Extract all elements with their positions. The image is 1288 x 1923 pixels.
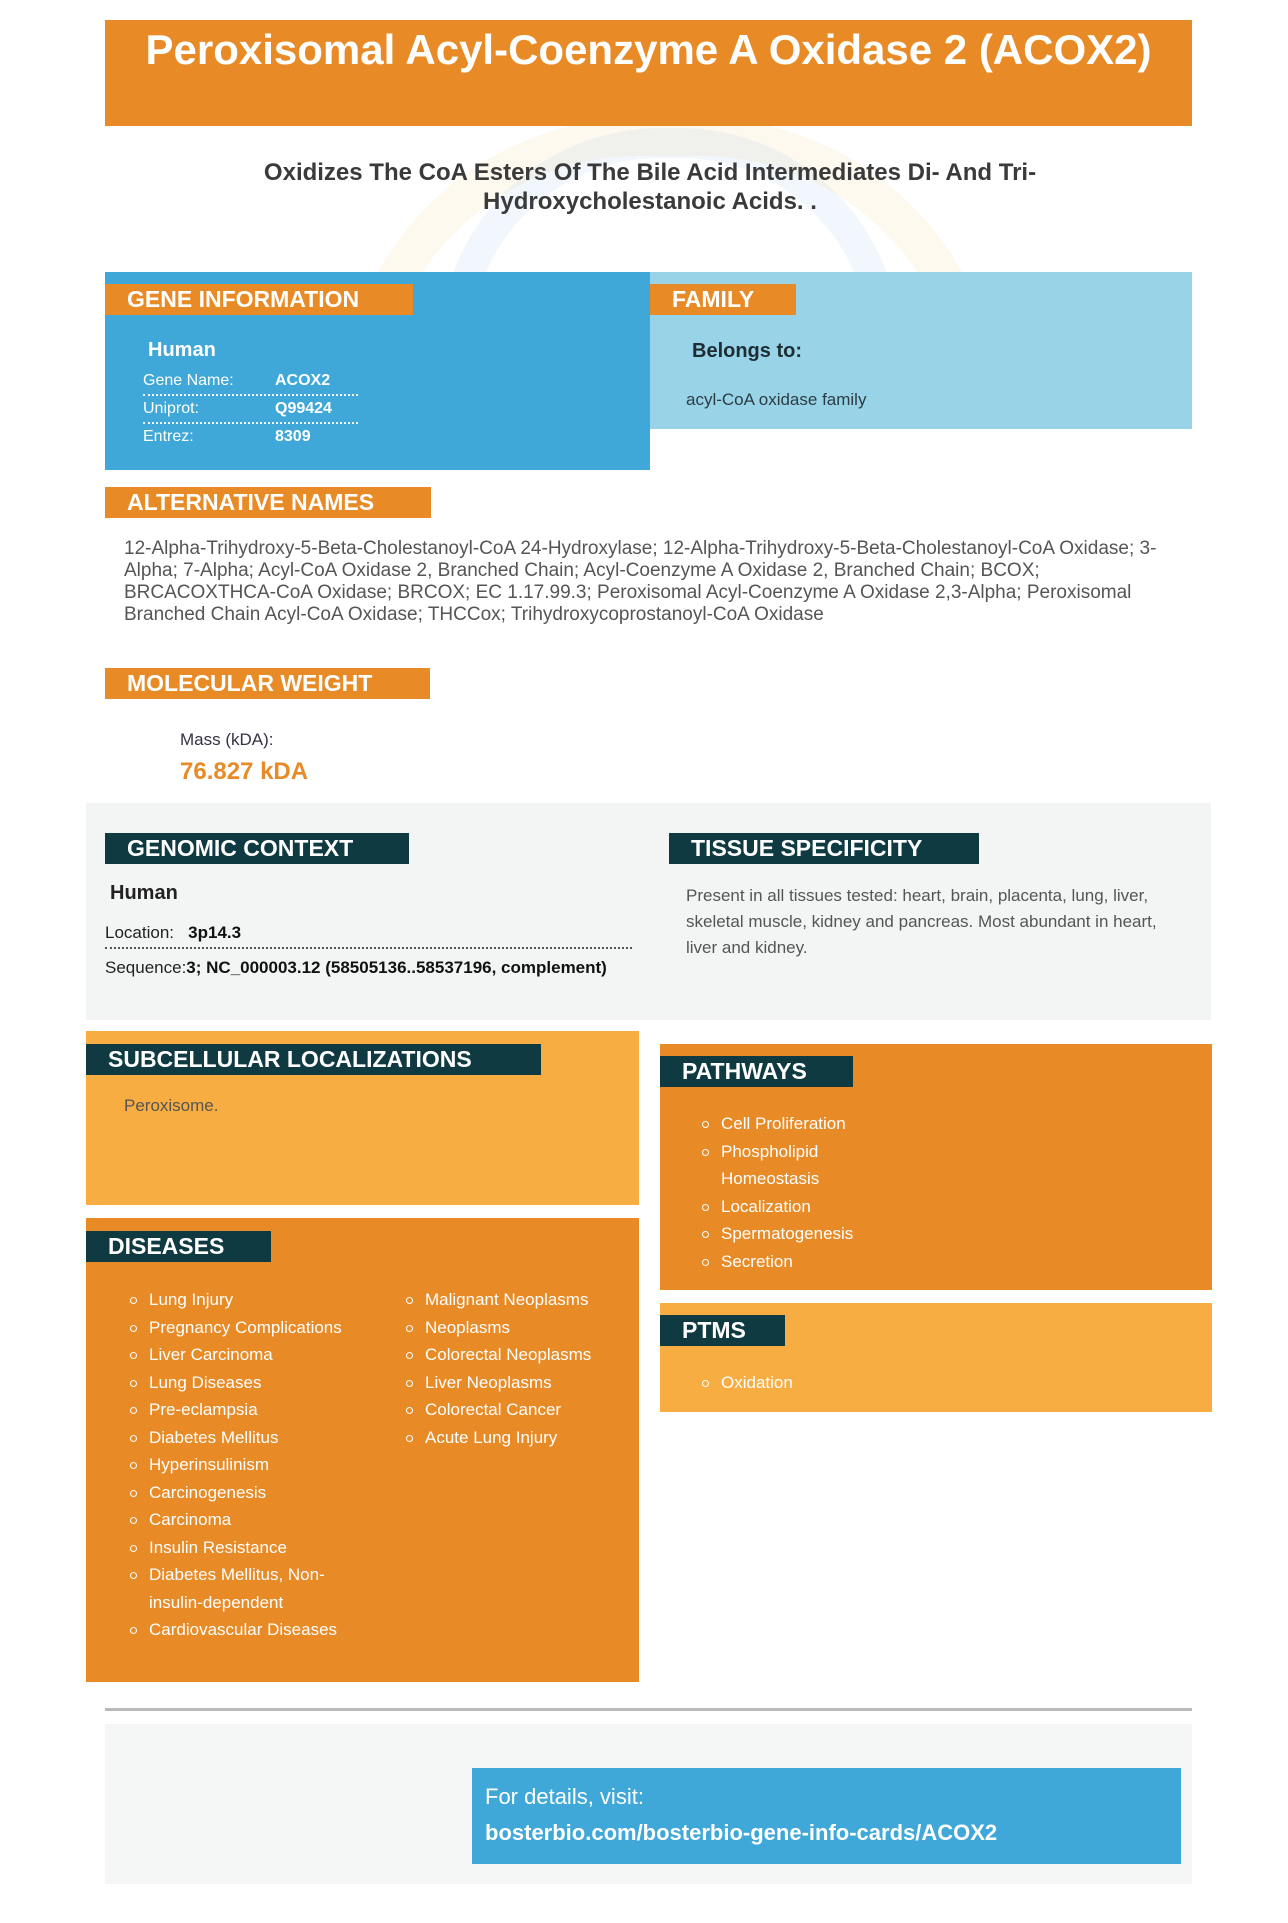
mass-label: Mass (kDA): (180, 730, 274, 749)
list-item: Pregnancy Complications (129, 1314, 349, 1342)
gene-name-row (143, 368, 358, 396)
page-title: Peroxisomal Acyl-Coenzyme A Oxidase 2 (ACOX2) (105, 20, 1192, 126)
list-item: Carcinogenesis (129, 1479, 349, 1507)
diseases-list-col2 (405, 1286, 630, 1451)
subcellular-heading: SUBCELLULAR LOCALIZATIONS (86, 1044, 541, 1075)
list-item: Malignant Neoplasms (405, 1286, 630, 1314)
mass-value: 76.827 kDA (180, 758, 309, 785)
list-item: Liver Carcinoma (129, 1341, 349, 1369)
pathways-list (701, 1110, 871, 1275)
list-item: Pre-eclampsia (129, 1396, 349, 1424)
uniprot-value: Q99424 (275, 400, 332, 417)
sequence-label: Sequence: (105, 958, 187, 977)
list-item: Insulin Resistance (129, 1534, 349, 1562)
list-item: Cardiovascular Diseases (129, 1616, 349, 1644)
family-belongs-label: Belongs to: (692, 340, 802, 362)
list-item: Phospholipid Homeostasis (701, 1138, 871, 1193)
location-label: Location: (105, 923, 174, 942)
list-item: Lung Diseases (129, 1369, 349, 1397)
ptms-list (701, 1369, 901, 1397)
genomic-context-species: Human (110, 882, 178, 904)
list-item: Colorectal Cancer (405, 1396, 630, 1424)
sequence-value: 3; NC_000003.12 (58505136..58537196, complement) (186, 958, 607, 977)
genomic-context-heading: GENOMIC CONTEXT (105, 833, 409, 864)
footer-visit-label: For details, visit: (485, 1784, 644, 1809)
ptms-heading: PTMS (660, 1315, 785, 1346)
list-item: Diabetes Mellitus, Non-insulin-dependent (129, 1561, 349, 1616)
entrez-value: 8309 (275, 428, 311, 445)
uniprot-label: Uniprot: (143, 400, 200, 417)
list-item: Carcinoma (129, 1506, 349, 1534)
molecular-weight-heading: MOLECULAR WEIGHT (105, 668, 430, 699)
location-row (105, 918, 632, 949)
gene-name-value: ACOX2 (275, 372, 331, 389)
pathways-heading: PATHWAYS (660, 1056, 853, 1087)
tissue-specificity-heading: TISSUE SPECIFICITY (669, 833, 979, 864)
list-item: Secretion (701, 1248, 871, 1276)
gene-information-heading: GENE INFORMATION (105, 284, 413, 315)
diseases-heading: DISEASES (86, 1231, 271, 1262)
list-item: Hyperinsulinism (129, 1451, 349, 1479)
list-item: Oxidation (701, 1369, 901, 1397)
family-heading: FAMILY (650, 284, 796, 315)
sequence-row (105, 953, 632, 984)
diseases-list-col1 (129, 1286, 349, 1644)
alternative-names-heading: ALTERNATIVE NAMES (105, 487, 431, 518)
list-item: Neoplasms (405, 1314, 630, 1342)
uniprot-row (143, 396, 358, 424)
alternative-names-text: 12-Alpha-Trihydroxy-5-Beta-Cholestanoyl-CoA 24-Hydroxylase; 12-Alpha-Trihydroxy-5-Beta-Cholestanoyl-CoA Oxidase; 3-Alpha; 7-Alpha; Acyl-CoA Oxidase 2, Branched Chain; Acyl-Coenzyme A Oxidase 2, Branched Chain; BCOX; BRCACOXTHCA-CoA Oxidase; BRCOX; EC 1.17.99.3; Peroxisomal Acyl-Coenzyme A Oxidase 2,3-Alpha; Peroxisomal Branched Chain Acyl-CoA Oxidase; THCCox; Trihydroxycoprostanoyl-CoA Oxidase (124, 538, 1157, 625)
list-item: Acute Lung Injury (405, 1424, 630, 1452)
location-value: 3p14.3 (188, 923, 242, 942)
gene-name-label: Gene Name: (143, 372, 234, 389)
family-value: acyl-CoA oxidase family (686, 390, 867, 409)
gene-info-species: Human (148, 339, 216, 361)
list-item: Cell Proliferation (701, 1110, 871, 1138)
list-item: Liver Neoplasms (405, 1369, 630, 1397)
entrez-row (143, 424, 358, 452)
entrez-label: Entrez: (143, 428, 194, 445)
list-item: Colorectal Neoplasms (405, 1341, 630, 1369)
list-item: Lung Injury (129, 1286, 349, 1314)
footer-divider (105, 1708, 1192, 1711)
tissue-specificity-text: Present in all tissues tested: heart, brain, placenta, lung, liver, skeletal muscle, kidney and pancreas. Most abundant in heart, liver and kidney. (686, 886, 1157, 957)
footer-link-card[interactable] (472, 1768, 1181, 1864)
list-item: Spermatogenesis (701, 1220, 871, 1248)
page-subtitle: Oxidizes The CoA Esters Of The Bile Acid Intermediates Di- And Tri-Hydroxycholestanoic Acids. . (263, 159, 1037, 215)
list-item: Diabetes Mellitus (129, 1424, 349, 1452)
list-item: Localization (701, 1193, 871, 1221)
subcellular-text: Peroxisome. (124, 1096, 219, 1115)
footer-url-link[interactable]: bosterbio.com/bosterbio-gene-info-cards/ACOX2 (485, 1820, 998, 1845)
